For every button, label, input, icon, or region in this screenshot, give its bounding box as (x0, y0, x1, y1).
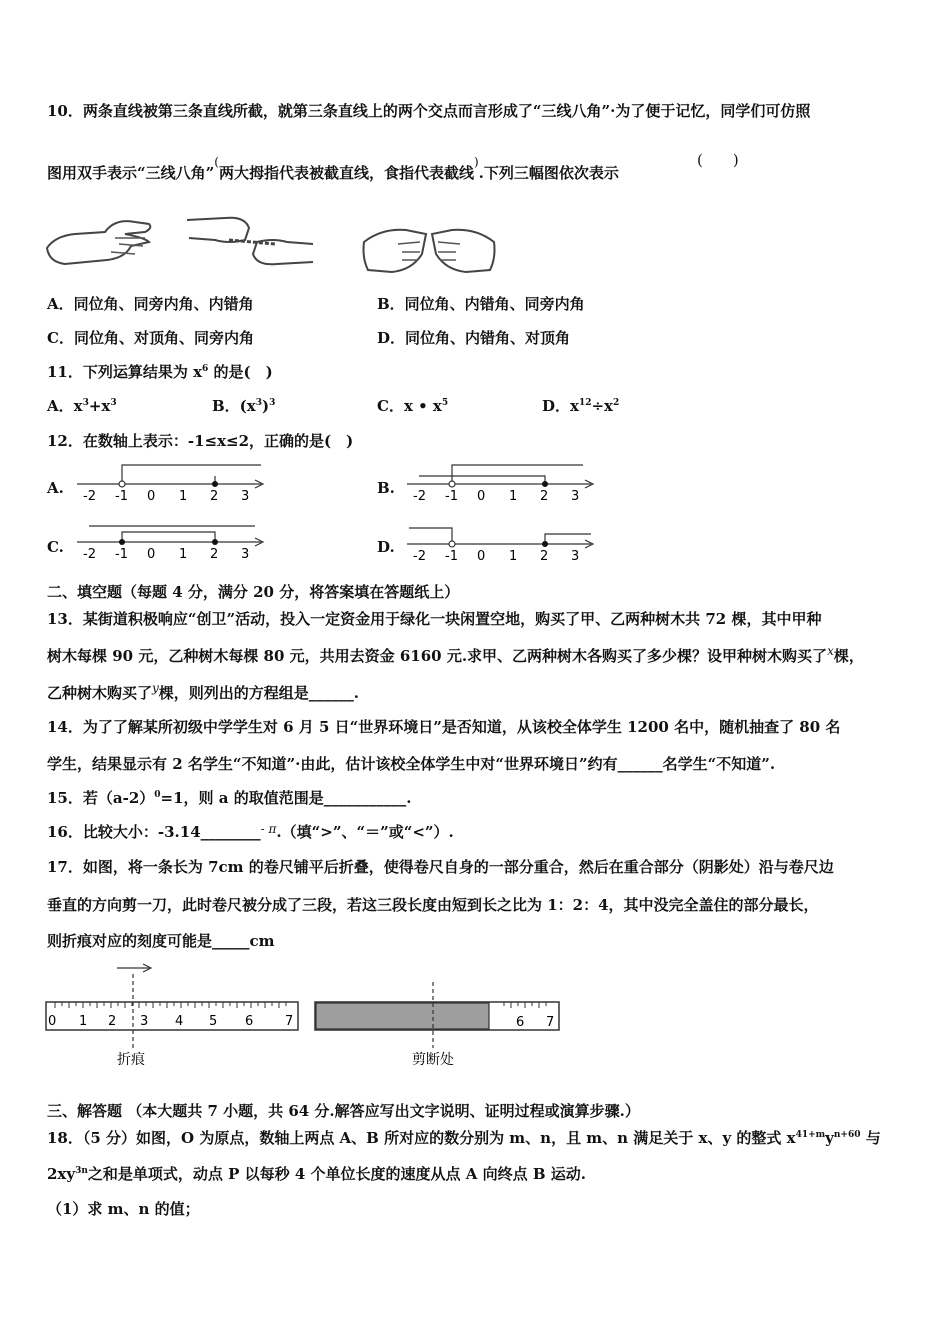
q10-paren-open: ( (214, 155, 219, 169)
number-line-a (75, 462, 275, 506)
q11-a-mid: +x (88, 397, 111, 415)
ruler2-tick-6: 6 (516, 1015, 525, 1030)
hands-figure-3 (362, 214, 496, 276)
q11-a-label: A．x (47, 397, 83, 415)
q16-line (47, 822, 454, 843)
q13-line2 (47, 646, 864, 667)
q11-b-sup1: 3 (255, 398, 262, 408)
q10-line2 (47, 155, 619, 184)
ruler-figure-fold (45, 960, 305, 1070)
ruler-tick-7: 7 (285, 1014, 294, 1029)
q10-option-d: D．同位角、内错角、对顶角 (377, 329, 571, 347)
q10-option-a: A．同位角、同旁内角、内错角 (47, 295, 254, 313)
q13-line2-text: 树木每棵 90 元，乙种树木每棵 80 元，共用去资金 6160 元.求甲、乙两种树木各购买了多少棵？设甲种树木购买了 (47, 647, 828, 665)
tick-b-5: 3 (571, 489, 580, 504)
q10-answer-paren: ( ) (697, 151, 739, 169)
ruler-tick-0: 0 (48, 1014, 57, 1029)
tick-d-4: 2 (540, 549, 549, 564)
hands-figure-2 (185, 210, 317, 272)
q13-line1: 13．某街道积极响应“创卫”活动，投入一定资金用于绿化一块闲置空地，购买了甲、乙两种树木共 72 棵，其中甲种 (47, 610, 822, 628)
q16-pi: - π (260, 822, 277, 836)
tick-d-1: -1 (445, 549, 458, 564)
q11-stem-b: 的是( ) (208, 363, 273, 381)
q18-line2b: 之和是单项式，动点 P 以每秒 4 个单位长度的速度从点 A 向终点 B 运动. (87, 1165, 586, 1183)
q11-option-b (212, 396, 275, 416)
q11-a-sup1: 3 (82, 398, 89, 408)
tick-d-5: 3 (571, 549, 580, 564)
q10-option-b: B．同位角、内错角、同旁内角 (377, 295, 585, 313)
cut-label: 剪断处 (412, 1052, 454, 1068)
q11-d-label: D．x (542, 397, 579, 415)
q18-line2 (47, 1164, 586, 1184)
tick-b-3: 1 (509, 489, 518, 504)
number-line-b (405, 462, 605, 506)
tick-b-0: -2 (413, 489, 426, 504)
tick-c-5: 3 (241, 547, 250, 562)
q11-b-mid: ) (261, 397, 270, 415)
section-3-heading: 三、解答题 （本大题共 7 小题，共 64 分.解答应写出文字说明、证明过程或演算步骤.） (47, 1102, 640, 1120)
q18-mid: y (825, 1129, 834, 1147)
q18-sup2: n+60 (833, 1130, 861, 1140)
q17-line1: 17．如图，将一条长为 7cm 的卷尺铺平后折叠，使得卷尺自身的一部分重合，然后在重合部分（阴影处）沿与卷尺边 (47, 858, 834, 876)
ruler-tick-2: 2 (108, 1014, 117, 1029)
q13-line3a: 乙种树木购买了 (47, 684, 153, 702)
hands-figure-1 (45, 208, 155, 272)
q15-line (47, 788, 411, 808)
tick-a-5: 3 (241, 489, 250, 504)
ruler-tick-6: 6 (245, 1014, 254, 1029)
q11-option-a (47, 396, 117, 416)
q10-line2c: .下列三幅图依次表示 (478, 164, 619, 182)
q10-paren-close: ) (473, 155, 479, 169)
tick-d-3: 1 (509, 549, 518, 564)
q11-option-c (377, 396, 448, 416)
q11-a-sup2: 3 (110, 398, 117, 408)
ruler-tick-1: 1 (79, 1014, 88, 1029)
q10-option-c: C．同位角、对顶角、同旁内角 (47, 329, 254, 347)
q11-d-sup2: 2 (613, 398, 620, 408)
q10-line2b: 两大拇指代表被截直线，食指代表截线 (218, 164, 474, 182)
tick-d-2: 0 (477, 549, 486, 564)
q11-c-sup1: 5 (441, 398, 449, 408)
q13-var-y: y (152, 681, 159, 695)
q17-line3: 则折痕对应的刻度可能是_____cm (47, 932, 275, 950)
q12-label-d: D. (377, 538, 395, 556)
section-2-heading: 二、填空题（每题 4 分，满分 20 分，将答案填在答题纸上） (47, 583, 460, 601)
q13-line3b: 棵，则列出的方程组是______. (158, 684, 360, 702)
tick-a-2: 0 (147, 489, 156, 504)
tick-c-0: -2 (83, 547, 96, 562)
ruler-tick-3: 3 (140, 1014, 149, 1029)
q15-sup: 0 (154, 790, 161, 800)
q12-label-c: C. (47, 538, 64, 556)
q10-line1: 10．两条直线被第三条直线所截，就第三条直线上的两个交点而言形成了“三线八角”·为了便于记忆，同学们可仿照 (47, 102, 811, 120)
q12-label-a: A. (47, 479, 64, 497)
q13-line2-end: 棵， (833, 647, 864, 665)
q13-var-x: x (827, 644, 834, 658)
q11-option-d (542, 396, 619, 416)
tick-c-3: 1 (179, 547, 188, 562)
number-line-c-ticks (83, 547, 249, 562)
q11-d-sup1: 12 (578, 398, 592, 408)
tick-b-2: 0 (477, 489, 486, 504)
number-line-b-ticks (413, 489, 579, 504)
number-line-c (75, 520, 275, 564)
q18-part1: （1）求 m、n 的值； (47, 1200, 200, 1218)
q18-sup1: 41+m (795, 1130, 826, 1140)
ruler2-tick-7: 7 (546, 1015, 555, 1030)
q10-line2-text: 图用双手表示“三线八角” (47, 164, 215, 182)
q11-d-mid: ÷x (591, 397, 613, 415)
tick-c-4: 2 (210, 547, 219, 562)
q14-line2: 学生，结果显示有 2 名学生“不知道”·由此，估计该校全体学生中对“世界环境日”约有______名学生“不知道”. (47, 755, 776, 773)
tick-a-3: 1 (179, 489, 188, 504)
q12-stem: 12．在数轴上表示：-1≤x≤2，正确的是( ) (47, 432, 354, 450)
tick-a-1: -1 (115, 489, 128, 504)
q12-label-b: B. (377, 479, 395, 497)
tick-c-2: 0 (147, 547, 156, 562)
q18-line2a: 2xy (47, 1165, 76, 1183)
tick-a-4: 2 (210, 489, 219, 504)
tick-a-0: -2 (83, 489, 96, 504)
q11-stem-a: 11．下列运算结果为 x (47, 363, 203, 381)
q16-a: 16．比较大小：-3.14________ (47, 823, 261, 841)
number-line-d (405, 522, 605, 566)
q18-line1-text: 18．（5 分）如图，O 为原点，数轴上两点 A、B 所对应的数分别为 m、n，且 m、n 满足关于 x、y 的整式 x (47, 1129, 796, 1147)
fold-label: 折痕 (117, 1052, 145, 1068)
tick-b-1: -1 (445, 489, 458, 504)
q18-line2sup: 3n (75, 1166, 88, 1176)
q13-line3 (47, 683, 359, 704)
tick-b-4: 2 (540, 489, 549, 504)
q11-b-sup2: 3 (269, 398, 276, 408)
ruler-tick-4: 4 (175, 1014, 184, 1029)
number-line-d-ticks (413, 549, 579, 564)
q18-line1 (47, 1128, 881, 1148)
q15-b: =1，则 a 的取值范围是___________. (160, 789, 412, 807)
tick-c-1: -1 (115, 547, 128, 562)
q11-b-label: B．(x (212, 397, 256, 415)
q18-end: 与 (860, 1129, 881, 1147)
q11-c-label: C．x • x (377, 397, 442, 415)
q16-b: .（填“>”、“＝”或“<”）. (276, 823, 454, 841)
tick-d-0: -2 (413, 549, 426, 564)
ruler-figure-cut (314, 980, 564, 1072)
number-line-a-ticks (83, 489, 249, 504)
q17-line2: 垂直的方向剪一刀，此时卷尺被分成了三段，若这三段长度由短到长之比为 1：2：4，其中没完全盖住的部分最长， (47, 896, 819, 914)
q14-line1: 14．为了了解某所初级中学学生对 6 月 5 日“世界环境日”是否知道，从该校全体学生 1200 名中，随机抽查了 80 名 (47, 718, 841, 736)
q15-a: 15．若（a-2） (47, 789, 155, 807)
q11-stem (47, 362, 273, 382)
ruler-tick-5: 5 (209, 1014, 218, 1029)
q11-stem-sup: 6 (202, 364, 209, 374)
